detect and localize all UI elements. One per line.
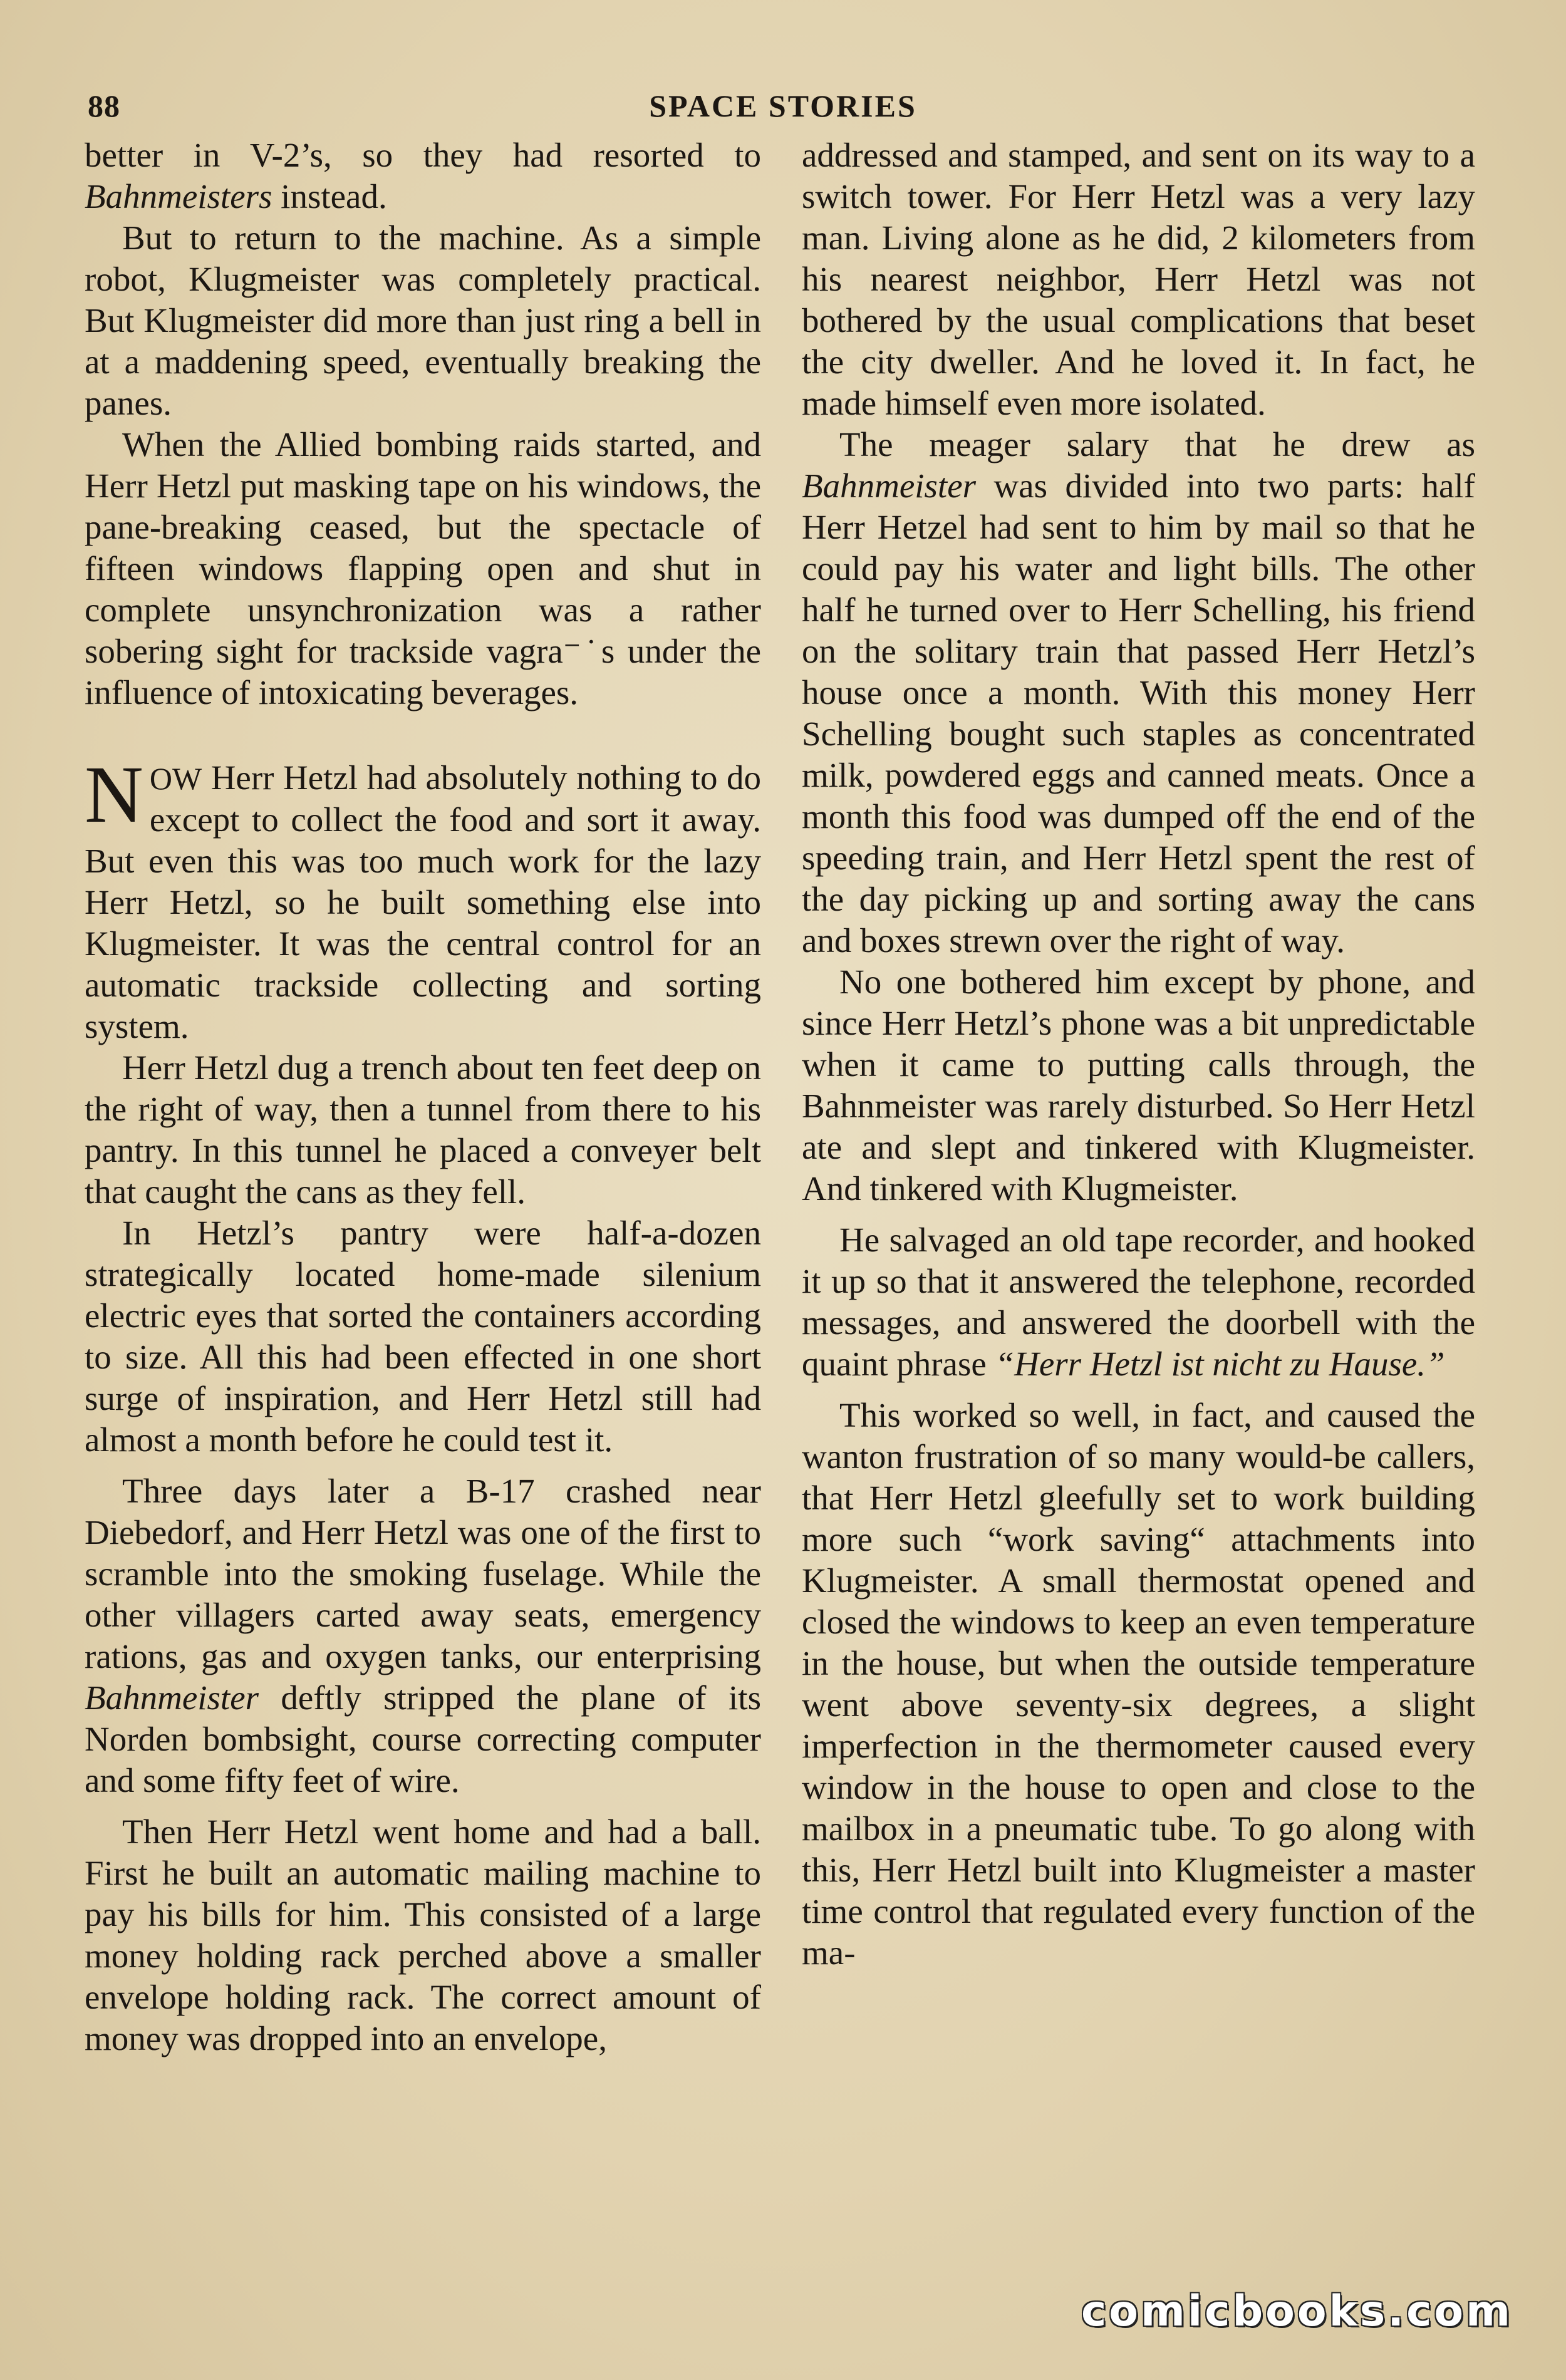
paragraph: Then Herr Hetzl went home and had a ball. First he built an automatic mailing machine to pay his bills for him. This consisted of a large money holding rack perched above a smaller envelope holding rack. The correct amount of money was dropped into an envelope, <box>85 1813 761 2057</box>
paragraph: The meager salary that he drew as Bahnmeister was divided into two parts: half Herr Hetzel had sent to him by mail so that he could pay his water and light bills. The other half he turned over to Herr Schelling, his friend on the solitary train that passed Herr Hetzl’s house once a month. With this money Herr Schelling bought such staples as concentrated milk, powdered eggs and canned meats. Once a month this food was dumped off the end of the speeding train, and Herr Hetzl spent the rest of the day picking up and sorting away the cans and boxes strewn over the right of way. <box>802 425 1475 960</box>
site-watermark: comicbooks.com <box>1081 2287 1513 2336</box>
paragraph: better in V-2’s, so they had resorted to Bahnmeisters instead. <box>85 136 761 215</box>
paragraph: addressed and stamped, and sent on its way to a switch tower. For Herr Hetzl was a very lazy man. Living alone as he did, 2 kilometers from his nearest neighbor, Herr Hetzl was not bothered by the usual complications that beset the city dweller. And he loved it. In fact, he made himself even more isolated. <box>802 136 1475 422</box>
paragraph: He salvaged an old tape recorder, and hooked it up so that it answered the telephone, recorded messages, and answered the doorbell with the quaint phrase “Herr Hetzl ist nicht zu Hause.” <box>802 1221 1475 1383</box>
page-number: 88 <box>88 88 120 123</box>
drop-cap: N <box>85 750 143 840</box>
left-column <box>85 135 761 2059</box>
paragraph: When the Allied bombing raids started, and Herr Hetzl put masking tape on his windows, the pane-breaking ceased, but the spectacle of fifteen windows flapping open and shut in complete unsynchronization was a rather sobering sight for trackside vagra⁻˙s under the influence of intoxicating beverages. <box>85 425 761 711</box>
right-column <box>802 135 1475 1974</box>
running-head: SPACE STORIES <box>649 88 917 123</box>
paragraph: Three days later a B-17 crashed near Diebedorf, and Herr Hetzl was one of the first to scramble into the smoking fuselage. While the other villagers carted away seats, emergency rations, gas and oxygen tanks, our enterprising Bahnmeister deftly stripped the plane of its Norden bombsight, course correcting computer and some fifty feet of wire. <box>85 1472 761 1799</box>
paragraph: No one bothered him except by phone, and since Herr Hetzl’s phone was a bit unpredictable when it came to putting calls through, the Bahnmeister was rarely disturbed. So Herr Hetzl ate and slept and tinkered with Klugmeister. And tinkered with Klugmeister. <box>802 963 1475 1208</box>
section-opening-paragraph: NOW Herr Hetzl had absolutely nothing to do except to collect the food and sort it away. But even this was too much work for the lazy Herr Hetzl, so he built something else into Klugmeister. It was the central control for an automatic trackside collecting and sorting system. <box>85 750 761 1045</box>
paragraph: Herr Hetzl dug a trench about ten feet deep on the right of way, then a tunnel from there to his pantry. In this tunnel he placed a conveyer belt that caught the cans as they fell. <box>85 1048 761 1211</box>
page-header <box>88 88 1478 132</box>
paragraph: But to return to the machine. As a simple robot, Klugmeister was completely practical. But Klugmeister did more than just ring a bell in at a maddening speed, eventually breaking the panes. <box>85 219 761 422</box>
paragraph: In Hetzl’s pantry were half-a-dozen strategically located home-made silenium electric eyes that sorted the containers according to size. All this had been effected in one short surge of inspiration, and Herr Hetzl still had almost a month before he could test it. <box>85 1214 761 1459</box>
paragraph: This worked so well, in fact, and caused the wanton frustration of so many would-be callers, that Herr Hetzl gleefully set to work building more such “work saving“ attachments into Klugmeister. A small thermostat opened and closed the windows to keep an even temperature in the house, but when the outside temperature went above seventy-six degrees, a slight imperfection in the thermometer caused every window in the house to open and close to the mailbox in a pneumatic tube. To go along with this, Herr Hetzl built into Klugmeister a master time control that regulated every function of the ma- <box>802 1396 1475 1972</box>
